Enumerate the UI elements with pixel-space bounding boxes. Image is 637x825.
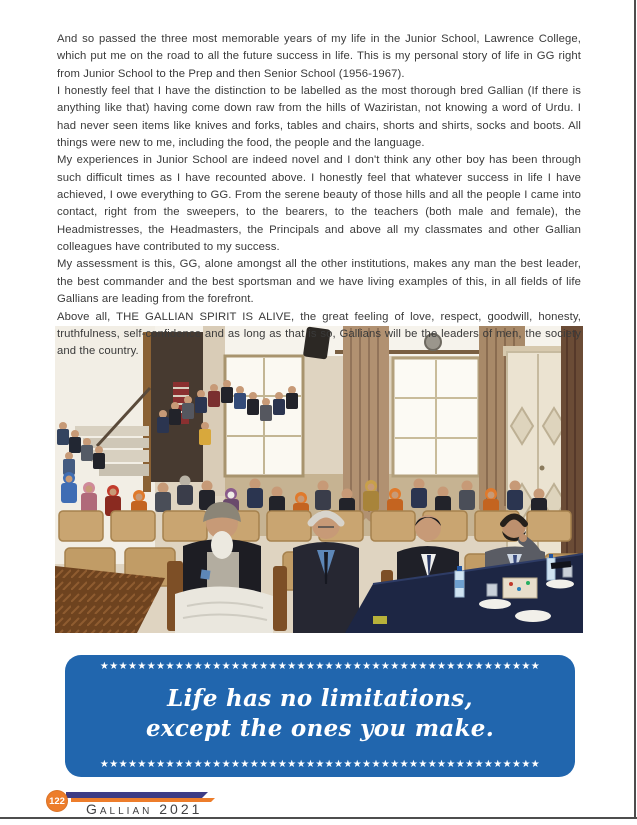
quote-text (73, 684, 567, 744)
quote-line-1: Life has no limitations, (167, 685, 473, 712)
article-text (57, 31, 581, 361)
article-paragraph: I honestly feel that I have the distinction to be labelled as the most thorough bred Gallian (If there is anything like that) having come down raw from the hills of Waziristan, not knowing a word of Urdu. I had never seen items like knives and forks, tables and chairs, shorts and shirts, socks and boots. All things were new to me, including the food, the people and the language. (57, 85, 581, 150)
article-paragraph: And so passed the three most memorable years of my life in the Junior School, Lawrence College, which put me on the road to all the future success in life. This is my personal story of life in GG right from Junior School to the Prep and then Senior School (1956-1967). (57, 33, 581, 80)
event-hall-photo (55, 326, 583, 633)
quote-card (65, 655, 575, 777)
page-right-edge (634, 0, 636, 819)
star-row-bottom: ★★★★★★★★★★★★★★★★★★★★★★★★★★★★★★★★★★★★★★★★★★★★★★★ (99, 759, 541, 770)
page-bottom-rule (0, 817, 637, 819)
article-paragraph: Above all, THE GALLIAN SPIRIT IS ALIVE, the great feeling of love, respect, goodwill, honesty, truthfulness, self-confidence and as long as that is so, Gallians will be the leaders of men, the society and the country. (57, 310, 581, 358)
article-paragraph: My assessment is this, GG, alone amongst all the other institutions, makes any man the best leader, the best commander and the best sportsman and we have living examples of this, in all fields of life Gallians are leading from the forefront. (57, 258, 581, 306)
quote-line-2: except the ones you make. (145, 715, 495, 742)
article-paragraph: My experiences in Junior School are indeed novel and I don't think any other boy has been through such difficult times as I have recounted above. I honestly feel that whatever success in life I have achieved, I owe everything to GG. From the serene beauty of those hills and all the people I came into contact, right from the sweepers, to the bearers, to the teachers (both male and female), the Headmistresses, the Headmasters, the Principals and above all my classmates and other Gallian colleagues have contributed to my success. (57, 154, 581, 254)
footer-navy-bar (66, 792, 208, 798)
star-row-top: ★★★★★★★★★★★★★★★★★★★★★★★★★★★★★★★★★★★★★★★★★★★★★★★ (99, 661, 541, 672)
magazine-title: Gallian 2021 (86, 801, 203, 817)
page-number-badge: 122 (46, 790, 68, 812)
